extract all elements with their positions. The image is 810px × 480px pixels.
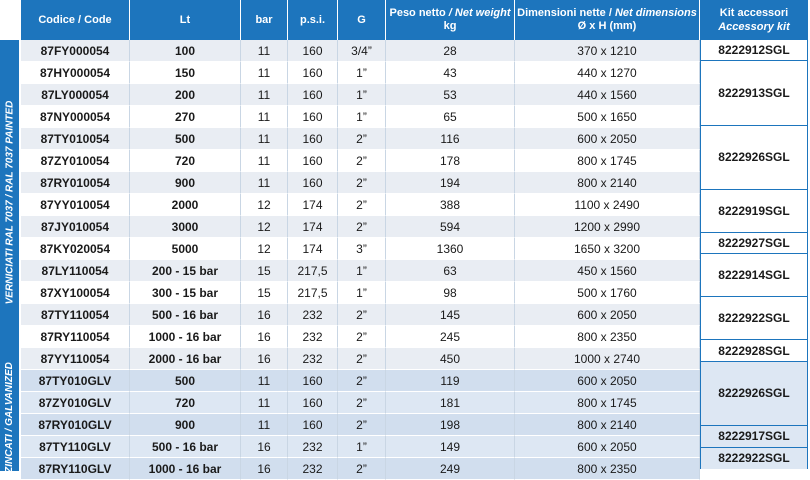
kit-cell: 8222913SGL: [701, 61, 807, 125]
kit-cell: 8222922SGL: [701, 297, 807, 340]
table-row: [21, 282, 700, 304]
cell-dim: 800 x 1745: [515, 150, 700, 172]
kit-cell: 8222914SGL: [701, 255, 807, 298]
cell-dim: 800 x 1745: [515, 392, 700, 414]
kit-cell: 8222928SGL: [701, 340, 807, 361]
kit-cell: 8222912SGL: [701, 40, 807, 61]
cell-dim: 600 x 2050: [515, 370, 700, 392]
cell-code: 87YY110054: [21, 348, 130, 370]
cell-weight: 119: [386, 370, 515, 392]
cell-psi: 217,5: [288, 260, 338, 282]
cell-bar: 16: [241, 348, 288, 370]
cell-code: 87ZY010054: [21, 150, 130, 172]
cell-dim: 800 x 2350: [515, 326, 700, 348]
cell-lt: 200 - 15 bar: [130, 260, 241, 282]
cell-dim: 450 x 1560: [515, 260, 700, 282]
table-row: [21, 172, 700, 194]
cell-g: 1”: [338, 282, 386, 304]
table-row: [21, 84, 700, 106]
cell-code: 87XY100054: [21, 282, 130, 304]
cell-lt: 150: [130, 62, 241, 84]
cell-bar: 12: [241, 194, 288, 216]
cell-g: 2”: [338, 370, 386, 392]
header-kit: [701, 0, 807, 40]
cell-bar: 11: [241, 40, 288, 62]
cell-psi: 232: [288, 436, 338, 458]
cell-g: 1”: [338, 436, 386, 458]
cell-lt: 1000 - 16 bar: [130, 326, 241, 348]
cell-g: 1”: [338, 62, 386, 84]
header-dim-it: Dimensioni nette /: [517, 7, 612, 19]
side-label-galvanized: [0, 364, 19, 471]
cell-dim: 800 x 2140: [515, 172, 700, 194]
cell-psi: 232: [288, 304, 338, 326]
table-body: [21, 40, 700, 480]
cell-dim: 500 x 1760: [515, 282, 700, 304]
table-row: [21, 414, 700, 436]
cell-code: 87FY000054: [21, 40, 130, 62]
cell-dim: 370 x 1210: [515, 40, 700, 62]
cell-dim: 800 x 2350: [515, 458, 700, 480]
cell-psi: 174: [288, 238, 338, 260]
header-kit-en: Accessory kit: [718, 21, 790, 33]
cell-dim: 600 x 2050: [515, 128, 700, 150]
cell-g: 3”: [338, 238, 386, 260]
cell-lt: 500: [130, 370, 241, 392]
cell-code: 87NY000054: [21, 106, 130, 128]
cell-lt: 200: [130, 84, 241, 106]
header-psi: p.s.i.: [288, 0, 338, 40]
cell-weight: 28: [386, 40, 515, 62]
side-label-painted: [0, 40, 19, 364]
cell-bar: 11: [241, 414, 288, 436]
cell-weight: 1360: [386, 238, 515, 260]
header-lt: Lt: [130, 0, 241, 40]
cell-lt: 500 - 16 bar: [130, 436, 241, 458]
table-header-row: [21, 0, 700, 40]
cell-code: 87RY110GLV: [21, 458, 130, 480]
cell-lt: 500 - 16 bar: [130, 304, 241, 326]
cell-lt: 2000: [130, 194, 241, 216]
cell-code: 87KY020054: [21, 238, 130, 260]
cell-code: 87LY110054: [21, 260, 130, 282]
cell-code: 87LY000054: [21, 84, 130, 106]
cell-bar: 15: [241, 260, 288, 282]
cell-weight: 43: [386, 62, 515, 84]
side-label-galvanized-text: ZINCATI / GALVANIZED: [4, 362, 15, 473]
kit-cell: 8222926SGL: [701, 362, 807, 426]
cell-bar: 11: [241, 128, 288, 150]
cell-psi: 160: [288, 40, 338, 62]
cell-psi: 160: [288, 84, 338, 106]
cell-lt: 3000: [130, 216, 241, 238]
cell-g: 1”: [338, 260, 386, 282]
cell-code: 87HY000054: [21, 62, 130, 84]
cell-code: 87TY110GLV: [21, 436, 130, 458]
cell-lt: 900: [130, 172, 241, 194]
table-row: [21, 392, 700, 414]
cell-dim: 1000 x 2740: [515, 348, 700, 370]
kit-cell: 8222927SGL: [701, 233, 807, 254]
cell-bar: 15: [241, 282, 288, 304]
cell-code: 87RY110054: [21, 326, 130, 348]
cell-code: 87RY010GLV: [21, 414, 130, 436]
cell-dim: 1100 x 2490: [515, 194, 700, 216]
header-weight-unit: kg: [443, 20, 457, 32]
cell-g: 2”: [338, 128, 386, 150]
cell-bar: 11: [241, 106, 288, 128]
cell-lt: 720: [130, 392, 241, 414]
cell-weight: 194: [386, 172, 515, 194]
cell-weight: 594: [386, 216, 515, 238]
table-row: [21, 304, 700, 326]
cell-weight: 249: [386, 458, 515, 480]
table-row: [21, 326, 700, 348]
cell-dim: 1650 x 3200: [515, 238, 700, 260]
cell-lt: 300 - 15 bar: [130, 282, 241, 304]
cell-g: 2”: [338, 326, 386, 348]
table-row: [21, 128, 700, 150]
cell-weight: 145: [386, 304, 515, 326]
cell-dim: 600 x 2050: [515, 304, 700, 326]
cell-weight: 178: [386, 150, 515, 172]
cell-psi: 232: [288, 326, 338, 348]
table-row: [21, 106, 700, 128]
cell-code: 87TY010054: [21, 128, 130, 150]
cell-weight: 63: [386, 260, 515, 282]
header-weight-en: / Net weight: [448, 7, 511, 19]
table-row: [21, 216, 700, 238]
cell-g: 2”: [338, 348, 386, 370]
cell-bar: 11: [241, 62, 288, 84]
cell-psi: 160: [288, 62, 338, 84]
cell-psi: 160: [288, 172, 338, 194]
header-dim-unit: Ø x H (mm): [577, 20, 637, 32]
cell-code: 87RY010054: [21, 172, 130, 194]
cell-lt: 2000 - 16 bar: [130, 348, 241, 370]
cell-g: 1”: [338, 84, 386, 106]
table-row: [21, 40, 700, 62]
cell-dim: 800 x 2140: [515, 414, 700, 436]
cell-g: 1”: [338, 106, 386, 128]
cell-weight: 198: [386, 414, 515, 436]
accessory-kit-column: [700, 0, 808, 469]
cell-g: 2”: [338, 458, 386, 480]
table-row: [21, 370, 700, 392]
cell-code: 87ZY010GLV: [21, 392, 130, 414]
cell-code: 87TY010GLV: [21, 370, 130, 392]
header-kit-it: Kit accessori: [719, 7, 789, 19]
header-weight: [386, 0, 515, 40]
cell-dim: 500 x 1650: [515, 106, 700, 128]
cell-bar: 12: [241, 238, 288, 260]
cell-lt: 900: [130, 414, 241, 436]
cell-bar: 11: [241, 150, 288, 172]
cell-psi: 217,5: [288, 282, 338, 304]
cell-g: 2”: [338, 414, 386, 436]
cell-psi: 160: [288, 392, 338, 414]
kit-cell: 8222919SGL: [701, 190, 807, 233]
cell-lt: 500: [130, 128, 241, 150]
cell-code: 87TY110054: [21, 304, 130, 326]
header-g: G: [338, 0, 386, 40]
cell-weight: 450: [386, 348, 515, 370]
cell-bar: 16: [241, 458, 288, 480]
cell-psi: 160: [288, 414, 338, 436]
table-row: [21, 260, 700, 282]
cell-lt: 1000 - 16 bar: [130, 458, 241, 480]
cell-g: 2”: [338, 194, 386, 216]
cell-g: 2”: [338, 216, 386, 238]
cell-code: 87YY010054: [21, 194, 130, 216]
cell-psi: 160: [288, 128, 338, 150]
cell-bar: 12: [241, 216, 288, 238]
cell-dim: 440 x 1560: [515, 84, 700, 106]
cell-weight: 245: [386, 326, 515, 348]
header-dim-en: Net dimensions: [614, 7, 697, 19]
cell-psi: 174: [288, 194, 338, 216]
table-row: [21, 194, 700, 216]
cell-bar: 11: [241, 370, 288, 392]
cell-g: 2”: [338, 172, 386, 194]
cell-weight: 116: [386, 128, 515, 150]
cell-dim: 440 x 1270: [515, 62, 700, 84]
header-code: Codice / Code: [21, 0, 130, 40]
cell-psi: 174: [288, 216, 338, 238]
cell-psi: 232: [288, 348, 338, 370]
cell-bar: 16: [241, 304, 288, 326]
cell-g: 3/4”: [338, 40, 386, 62]
kit-cell: 8222922SGL: [701, 448, 807, 469]
table-row: [21, 62, 700, 84]
specs-table: [21, 0, 700, 480]
cell-bar: 11: [241, 172, 288, 194]
table-row: [21, 348, 700, 370]
cell-lt: 270: [130, 106, 241, 128]
cell-lt: 720: [130, 150, 241, 172]
cell-dim: 600 x 2050: [515, 436, 700, 458]
cell-dim: 1200 x 2990: [515, 216, 700, 238]
cell-g: 2”: [338, 392, 386, 414]
cell-weight: 149: [386, 436, 515, 458]
cell-weight: 181: [386, 392, 515, 414]
header-dimensions: [515, 0, 700, 40]
table-row: [21, 238, 700, 260]
cell-psi: 160: [288, 370, 338, 392]
cell-weight: 53: [386, 84, 515, 106]
kit-cell: 8222917SGL: [701, 426, 807, 447]
cell-weight: 98: [386, 282, 515, 304]
cell-lt: 5000: [130, 238, 241, 260]
cell-g: 2”: [338, 150, 386, 172]
table-row: [21, 436, 700, 458]
cell-code: 87JY010054: [21, 216, 130, 238]
cell-psi: 160: [288, 150, 338, 172]
cell-weight: 65: [386, 106, 515, 128]
cell-g: 2”: [338, 304, 386, 326]
cell-psi: 232: [288, 458, 338, 480]
cell-psi: 160: [288, 106, 338, 128]
cell-bar: 16: [241, 436, 288, 458]
side-label-painted-text: VERNICIATI RAL 7037 / RAL 7037 PAINTED: [4, 100, 16, 304]
cell-bar: 11: [241, 392, 288, 414]
cell-bar: 11: [241, 84, 288, 106]
cell-lt: 100: [130, 40, 241, 62]
header-weight-it: Peso netto: [389, 7, 446, 19]
cell-bar: 16: [241, 326, 288, 348]
table-row: [21, 150, 700, 172]
kit-cell: 8222926SGL: [701, 126, 807, 190]
table-row: [21, 458, 700, 480]
header-bar: bar: [241, 0, 288, 40]
cell-weight: 388: [386, 194, 515, 216]
